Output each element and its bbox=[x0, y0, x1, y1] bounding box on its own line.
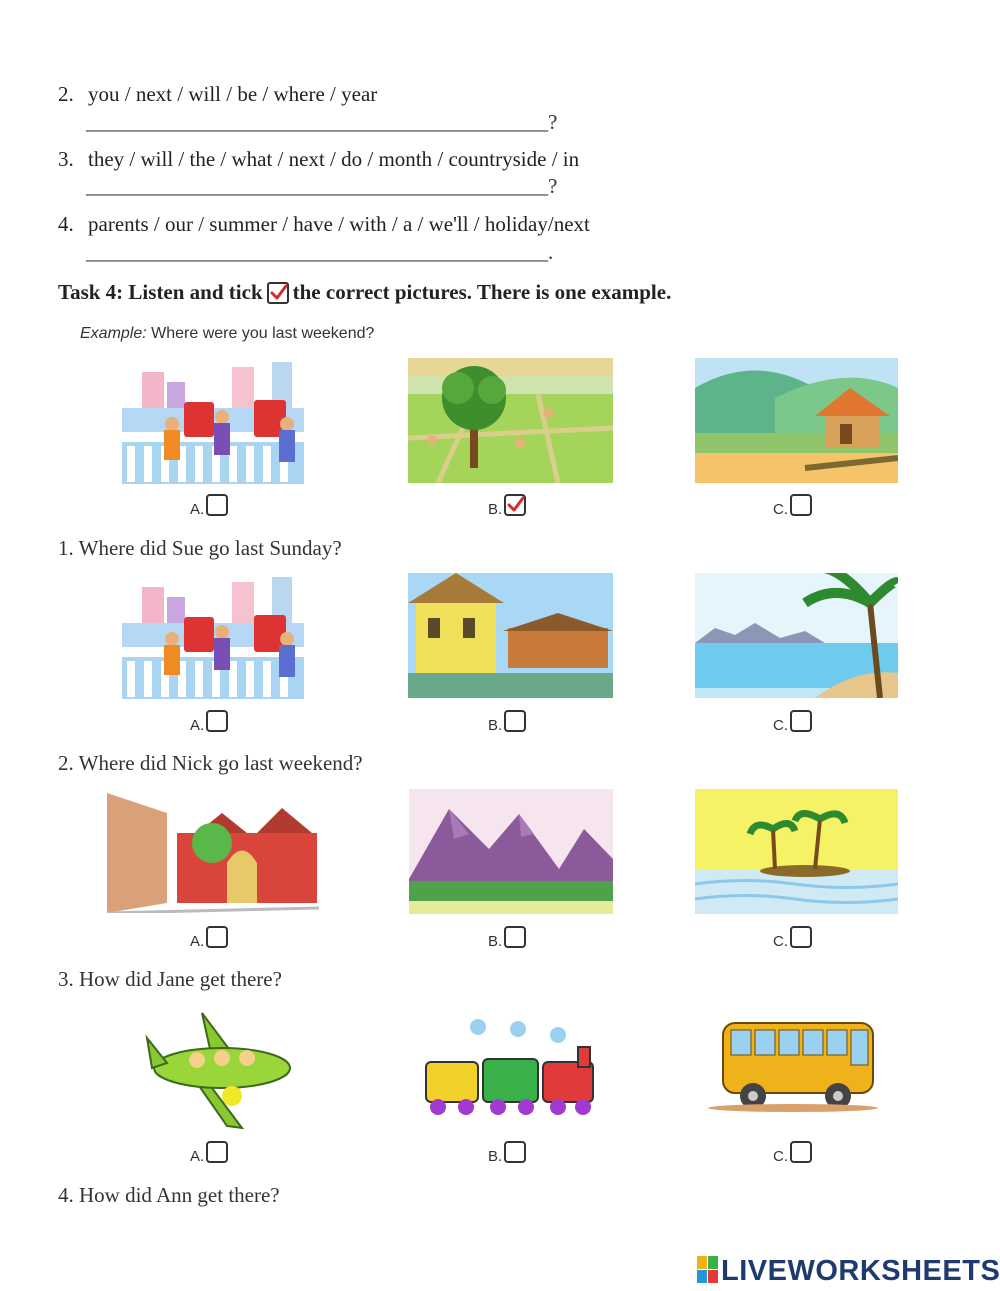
item-3-answer-line[interactable]: ____________________________________________? bbox=[86, 174, 558, 198]
task4-title-part2: the correct pictures. There is one example. bbox=[292, 280, 672, 304]
option-label: C. bbox=[773, 933, 788, 950]
liveworksheets-logo[interactable] bbox=[697, 1255, 1000, 1288]
q3-option-c bbox=[773, 1141, 812, 1165]
option-label: B. bbox=[488, 501, 503, 518]
item-3-words bbox=[58, 147, 579, 172]
island-picture bbox=[695, 789, 898, 914]
option-label: C. bbox=[773, 717, 788, 734]
ancient-town-picture bbox=[408, 573, 613, 698]
item-4-answer-line[interactable]: ____________________________________________. bbox=[86, 240, 554, 264]
rice-field-picture bbox=[408, 358, 613, 483]
item-2-number: 2. bbox=[58, 82, 74, 106]
example-label: Example: bbox=[80, 325, 147, 342]
q3-checkbox-a[interactable] bbox=[206, 1141, 228, 1163]
question-4: 4. How did Ann get there? bbox=[58, 1183, 280, 1207]
task4-heading bbox=[58, 280, 671, 305]
example-checkbox-c[interactable] bbox=[790, 494, 812, 516]
question-2: 2. Where did Nick go last weekend? bbox=[58, 751, 363, 775]
q2-checkbox-a[interactable] bbox=[206, 926, 228, 948]
q2-checkbox-b[interactable] bbox=[504, 926, 526, 948]
option-label: A. bbox=[190, 1148, 205, 1165]
option-label: A. bbox=[190, 933, 205, 950]
city-street-picture bbox=[122, 362, 304, 484]
mountains-picture bbox=[409, 789, 613, 914]
item-4-scrambled: parents / our / summer / have / with / a / we'll / holiday/next bbox=[88, 212, 590, 236]
q3-option-a bbox=[190, 1141, 228, 1165]
example-option-c bbox=[773, 494, 812, 518]
example-line bbox=[80, 325, 374, 343]
option-label: A. bbox=[190, 717, 205, 734]
q2-option-a bbox=[190, 926, 228, 950]
tick-icon bbox=[267, 282, 289, 304]
bus-picture bbox=[703, 1018, 878, 1113]
q2-option-c bbox=[773, 926, 812, 950]
item-3-number: 3. bbox=[58, 147, 74, 171]
option-label: C. bbox=[773, 1148, 788, 1165]
q1-option-a bbox=[190, 710, 228, 734]
q1-checkbox-b[interactable] bbox=[504, 710, 526, 732]
q1-option-b bbox=[488, 710, 526, 734]
liveworksheets-logo-icon bbox=[697, 1256, 719, 1284]
countryside-house-picture bbox=[695, 358, 898, 483]
train-picture bbox=[418, 1017, 608, 1122]
example-checkbox-a[interactable] bbox=[206, 494, 228, 516]
option-label: B. bbox=[488, 1148, 503, 1165]
q3-checkbox-c[interactable] bbox=[790, 1141, 812, 1163]
q2-option-b bbox=[488, 926, 526, 950]
option-label: B. bbox=[488, 933, 503, 950]
item-2-words bbox=[58, 82, 377, 107]
example-option-a bbox=[190, 494, 228, 518]
q1-option-c bbox=[773, 710, 812, 734]
item-4-number: 4. bbox=[58, 212, 74, 236]
option-label: B. bbox=[488, 717, 503, 734]
example-checkbox-b[interactable] bbox=[504, 494, 526, 516]
checkmark-icon bbox=[507, 496, 525, 514]
q3-option-b bbox=[488, 1141, 526, 1165]
logo-text: LIVEWORKSHEETS bbox=[721, 1255, 1000, 1287]
city-street-picture bbox=[122, 577, 304, 699]
question-3: 3. How did Jane get there? bbox=[58, 967, 282, 991]
option-label: A. bbox=[190, 501, 205, 518]
item-2-answer-line[interactable]: ____________________________________________? bbox=[86, 110, 558, 134]
item-4-words bbox=[58, 212, 590, 237]
item-2-scrambled: you / next / will / be / where / year bbox=[88, 82, 378, 106]
q3-checkbox-b[interactable] bbox=[504, 1141, 526, 1163]
q1-checkbox-a[interactable] bbox=[206, 710, 228, 732]
question-1: 1. Where did Sue go last Sunday? bbox=[58, 536, 342, 560]
example-option-b bbox=[488, 494, 526, 518]
task4-title-part1: Task 4: Listen and tick bbox=[58, 280, 263, 304]
item-3-scrambled: they / will / the / what / next / do / month / countryside / in bbox=[88, 147, 580, 171]
example-question: Where were you last weekend? bbox=[151, 325, 375, 342]
village-picture bbox=[107, 793, 319, 913]
plane-picture bbox=[142, 1008, 294, 1130]
q2-checkbox-c[interactable] bbox=[790, 926, 812, 948]
beach-picture bbox=[695, 573, 898, 698]
q1-checkbox-c[interactable] bbox=[790, 710, 812, 732]
option-label: C. bbox=[773, 501, 788, 518]
